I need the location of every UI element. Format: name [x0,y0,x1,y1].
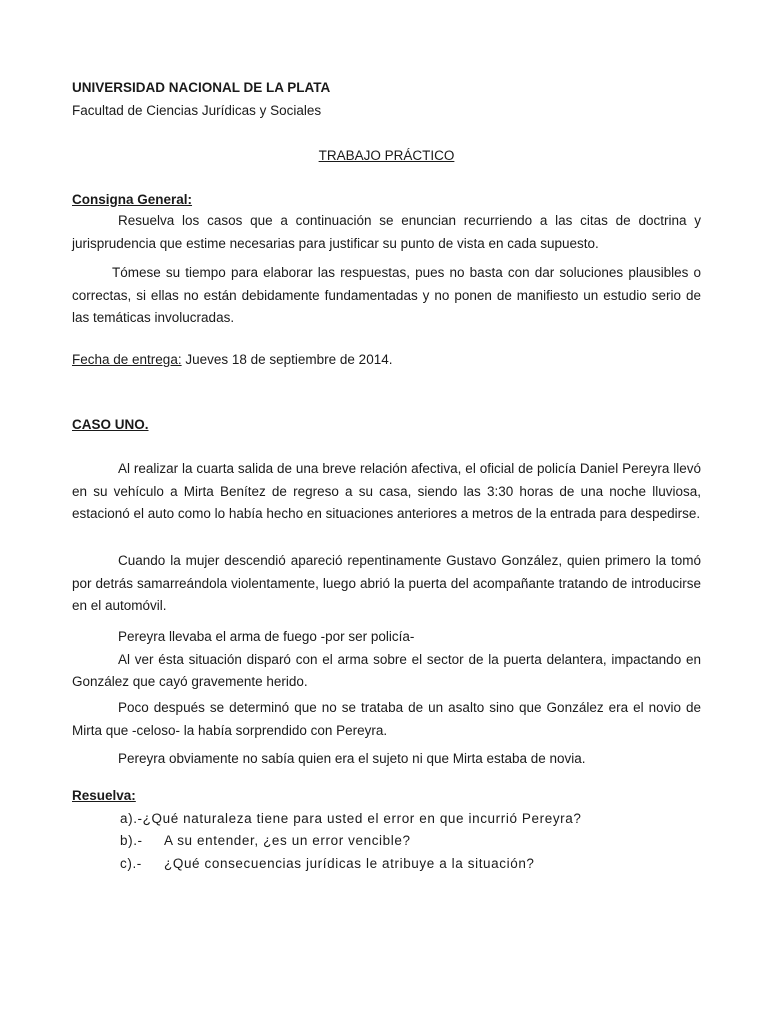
document-title [72,148,701,163]
deadline-label: Fecha de entrega: [72,352,182,367]
case-paragraph-2-text: Cuando la mujer descendió apareció repentinamente Gustavo González, quien primero la tomó por detrás samarreándola violentamente, luego abrió la puerta del acompañante tratando de introducirse en el automóvil. [72,553,701,613]
question-b [120,833,411,848]
case-paragraph-3-line-1: Pereyra llevaba el arma de fuego -por ser policía- [118,629,415,644]
instructions-paragraph-2 [72,262,701,330]
university-name: UNIVERSIDAD NACIONAL DE LA PLATA [72,80,331,95]
deadline-value: Jueves 18 de septiembre de 2014. [181,352,393,367]
case-paragraph-5 [72,748,701,771]
faculty-name: Facultad de Ciencias Jurídicas y Sociales [72,103,322,118]
case-paragraph-3 [72,626,701,694]
case-paragraph-5-text: Pereyra obviamente no sabía quien era el sujeto ni que Mirta estaba de novia. [118,751,586,766]
instructions-paragraph-2-text: Tómese su tiempo para elaborar las respuestas, pues no basta con dar soluciones plausibles o correctas, si ellas no están debidamente fundamentadas y no ponen de manifiesto un estudio serio de las temáticas involucradas. [72,265,701,325]
case-paragraph-1-text: Al realizar la cuarta salida de una breve relación afectiva, el oficial de policía Daniel Pereyra llevó en su vehículo a Mirta Benítez de regreso a su casa, siendo las 3:30 horas de una noche lluviosa, estacionó el auto como lo había hecho en situaciones anteriores a metros de la entrada para despedirse. [72,461,701,521]
instructions-paragraph-1 [72,210,701,255]
document-title-text: TRABAJO PRÁCTICO [318,148,455,163]
instructions-heading: Consigna General: [72,192,193,207]
case-paragraph-4-text: Poco después se determinó que no se trataba de un asalto sino que González era el novio de Mirta que -celoso- la había sorprendido con Pereyra. [72,700,701,738]
question-a [120,811,581,826]
instructions-paragraph-1-text: Resuelva los casos que a continuación se enuncian recurriendo a las citas de doctrina y jurisprudencia que estime necesarias para justificar su punto de vista en cada supuesto. [72,213,701,251]
case-one-heading: CASO UNO. [72,417,149,432]
question-marker: a).- [120,811,143,826]
deadline [72,352,392,367]
question-marker: b).- [120,833,143,848]
case-paragraph-4 [72,697,701,742]
question-text: A su entender, ¿es un error vencible? [164,833,411,848]
questions-heading: Resuelva: [72,788,136,803]
question-marker: c).- [120,856,142,871]
case-paragraph-1 [72,458,701,526]
question-text: ¿Qué consecuencias jurídicas le atribuye a la situación? [164,856,535,871]
question-c [120,856,535,871]
case-paragraph-3-line-2: Al ver ésta situación disparó con el arma sobre el sector de la puerta delantera, impactando en González que cayó gravemente herido. [72,651,701,689]
question-text: ¿Qué naturaleza tiene para usted el error en que incurrió Pereyra? [142,811,582,826]
case-paragraph-2 [72,550,701,618]
